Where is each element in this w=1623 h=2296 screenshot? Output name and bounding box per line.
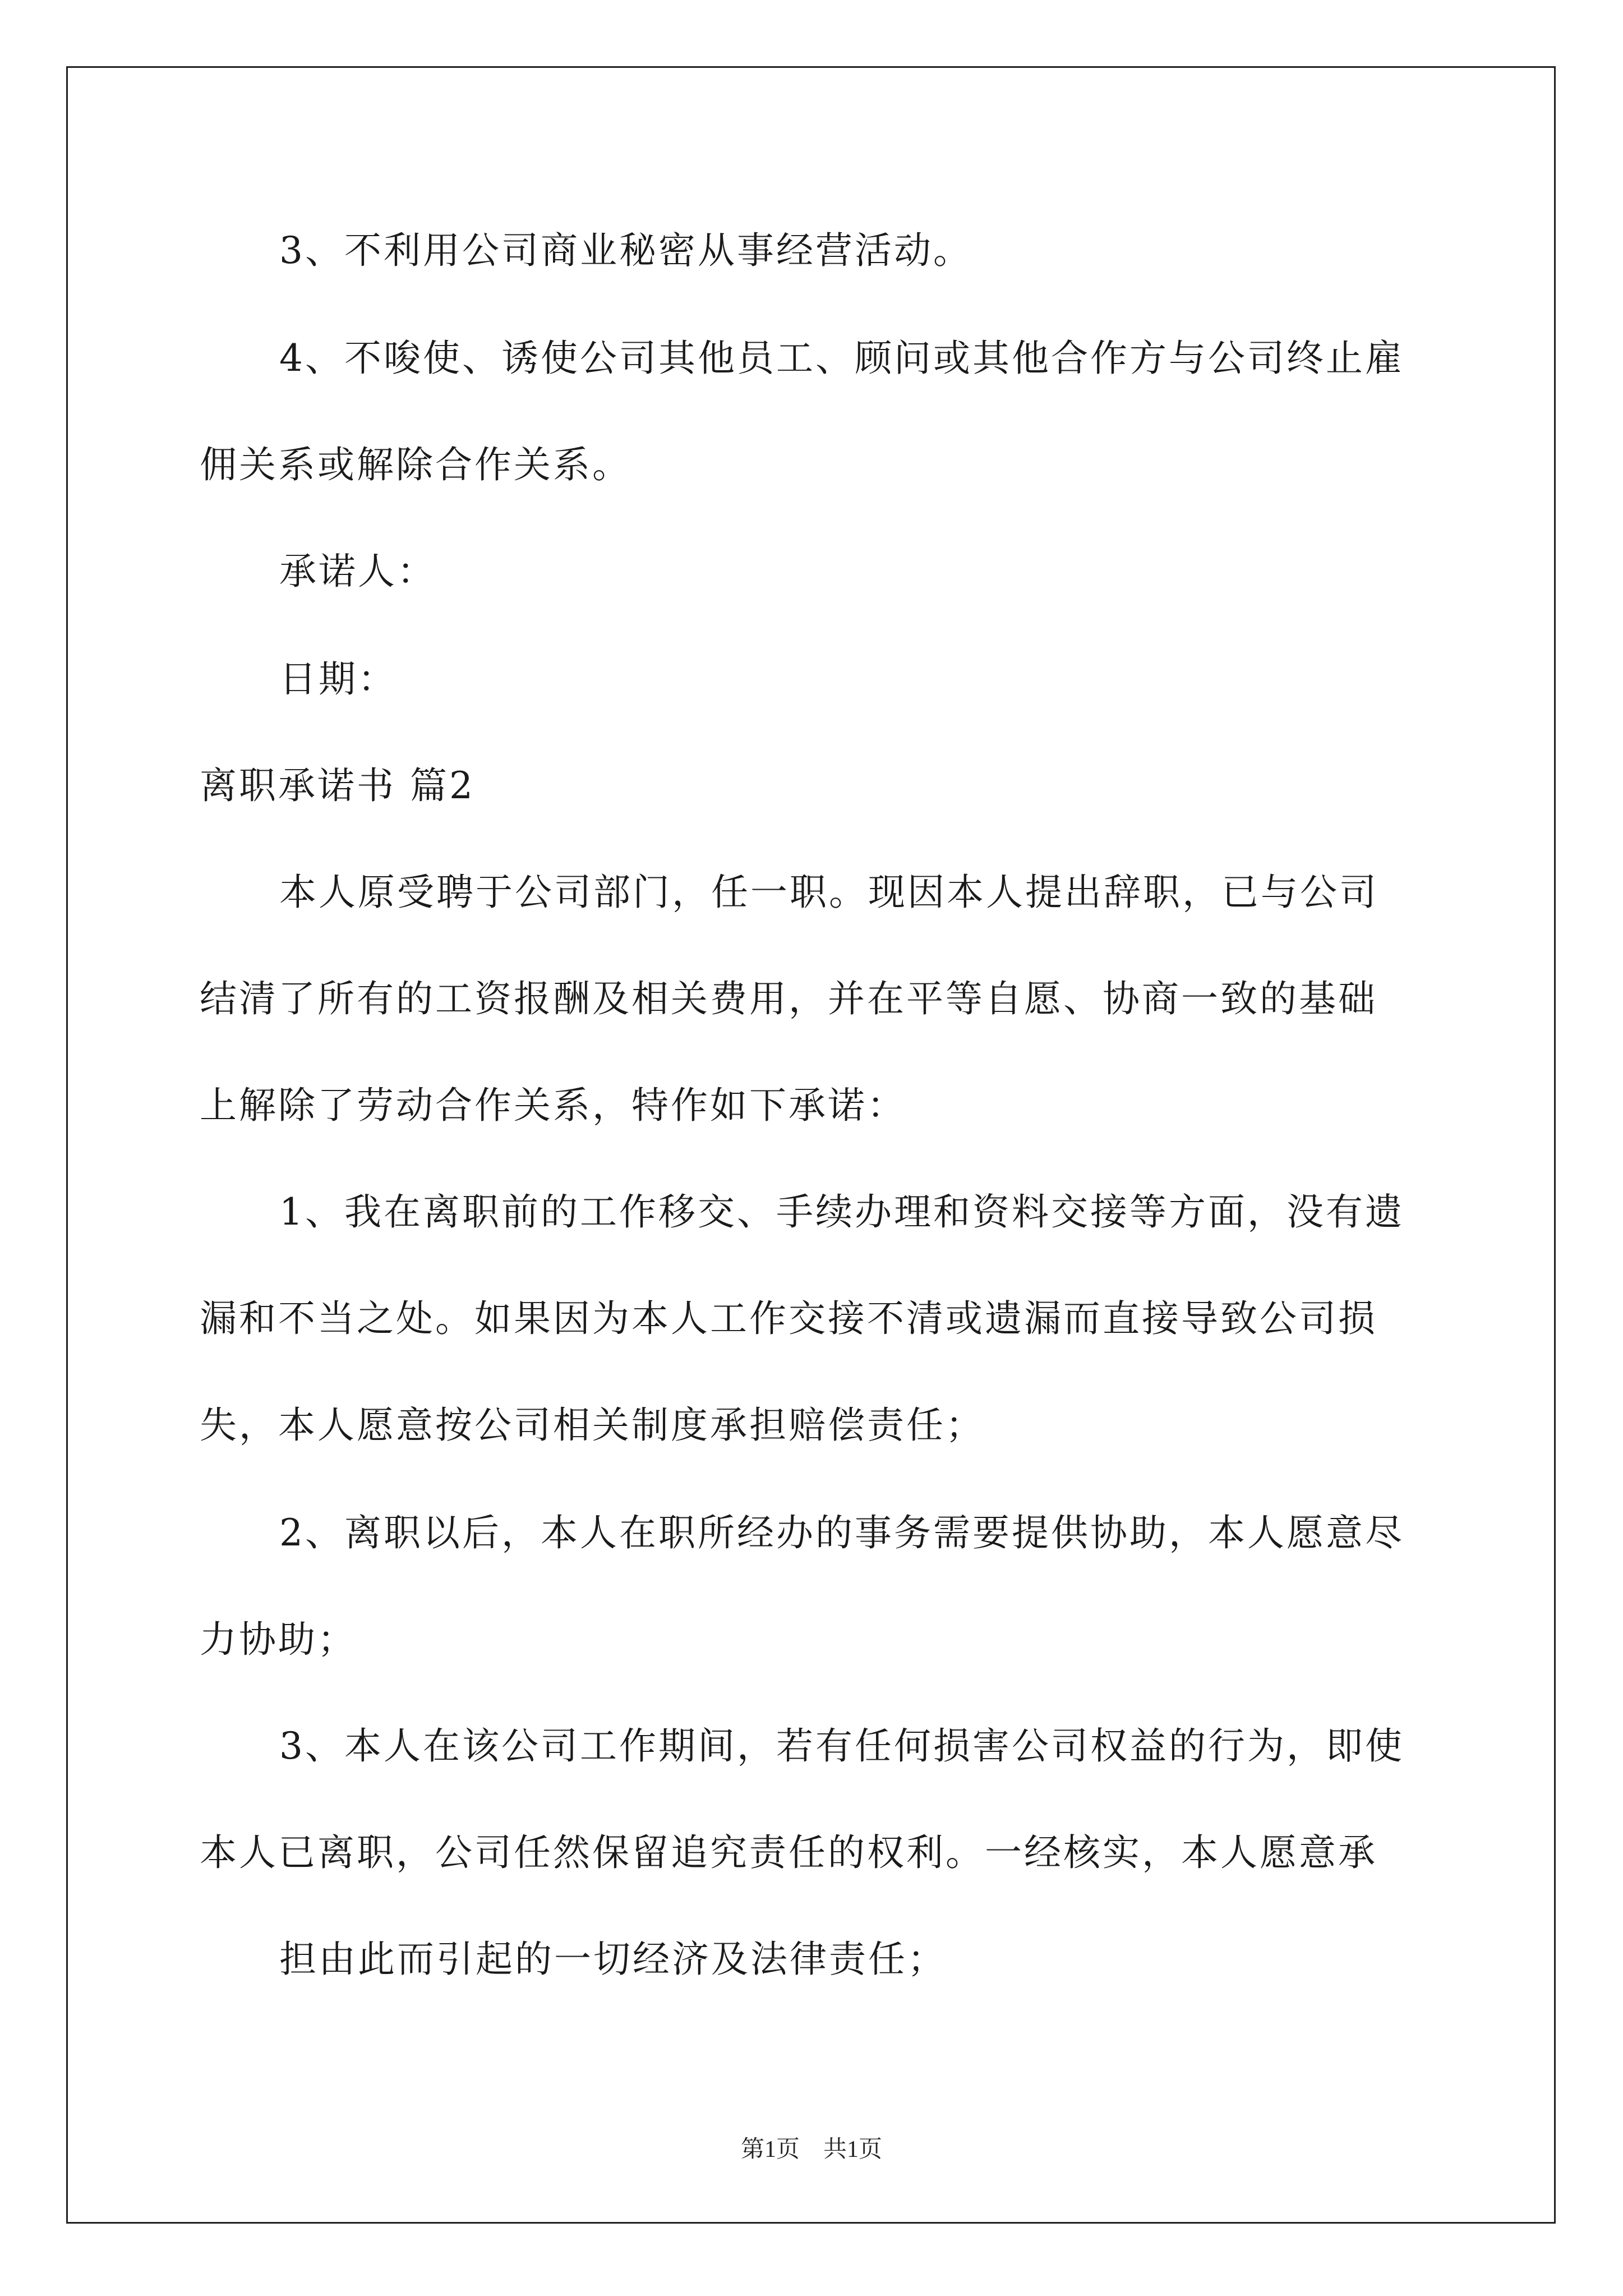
text-line-12: 失，本人愿意按公司相关制度承担赔偿责任； [200, 1404, 985, 1447]
text-line-17: 担由此而引起的一切经济及法律责任； [279, 1938, 947, 1981]
text-line-11: 漏和不当之处。如果因为本人工作交接不清或遗漏而直接导致公司损 [200, 1297, 1377, 1340]
text-line-1: 3、不利用公司商业秘密从事经营活动。 [279, 229, 972, 272]
text-line-16: 本人已离职，公司任然保留追究责任的权利。一经核实，本人愿意承 [200, 1831, 1377, 1874]
text-line-7: 本人原受聘于公司部门，任一职。现因本人提出辞职，已与公司 [279, 871, 1378, 914]
text-line-10: 1、我在离职前的工作移交、手续办理和资料交接等方面，没有遗 [279, 1190, 1404, 1234]
page-footer: 第1页 共1页 [740, 2137, 882, 2162]
section-title: 离职承诺书 篇2 [200, 764, 475, 807]
page-border [66, 66, 1556, 2224]
text-line-9: 上解除了劳动合作关系，特作如下承诺： [200, 1084, 906, 1127]
text-line-13: 2、离职以后，本人在职所经办的事务需要提供协助，本人愿意尽 [279, 1511, 1404, 1554]
text-line-3: 佣关系或解除合作关系。 [200, 443, 631, 486]
text-line-14: 力协助； [200, 1618, 357, 1661]
date-label: 日期： [279, 657, 397, 701]
text-line-15: 3、本人在该公司工作期间，若有任何损害公司权益的行为，即使 [279, 1724, 1404, 1768]
text-line-8: 结清了所有的工资报酬及相关费用，并在平等自愿、协商一致的基础 [200, 977, 1377, 1020]
text-line-2: 4、不唆使、诱使公司其他员工、顾问或其他合作方与公司终止雇 [279, 337, 1404, 380]
promisor-label: 承诺人： [279, 550, 436, 593]
